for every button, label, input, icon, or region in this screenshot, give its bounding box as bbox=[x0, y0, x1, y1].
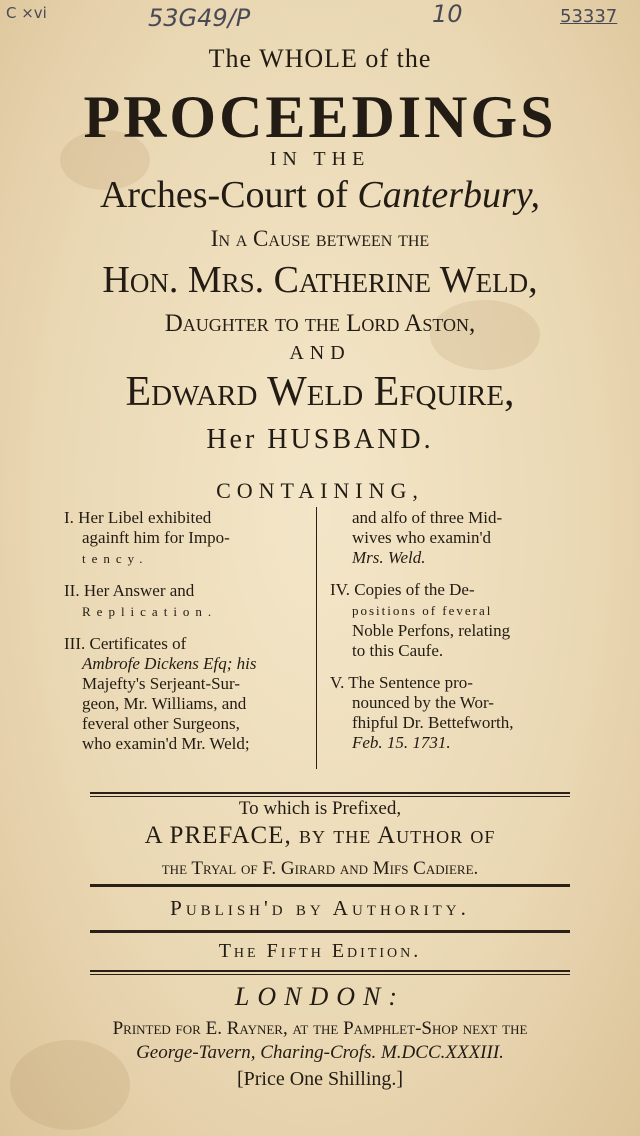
entry-number: V. bbox=[330, 673, 345, 692]
entry-line: Her Libel exhibited bbox=[78, 508, 212, 527]
contents-entry bbox=[64, 581, 304, 622]
party-one: Hon. Mrs. Catherine Weld, bbox=[102, 259, 538, 301]
rule-divider bbox=[90, 792, 570, 797]
contents-right bbox=[330, 508, 590, 765]
entry-line: Majefty's Serjeant-Sur- bbox=[82, 674, 241, 693]
entry-line: Mrs. Weld. bbox=[352, 548, 426, 567]
imprint-city: LONDON: bbox=[234, 982, 406, 1011]
entry-line: geon, Mr. Williams, and bbox=[82, 694, 247, 713]
published-line: Publish'd by Authority. bbox=[170, 896, 470, 920]
entry-line: Replication. bbox=[82, 604, 218, 619]
entry-number: IV. bbox=[330, 580, 350, 599]
preface-line: A PREFACE, by the Author of bbox=[144, 822, 496, 849]
handwritten-mark: C ×vi bbox=[6, 4, 47, 22]
handwritten-mark: 53337 bbox=[560, 6, 618, 27]
entry-line: Noble Perfons, relating bbox=[352, 621, 511, 640]
entry-line: Copies of the De- bbox=[354, 580, 475, 599]
entry-number: I. bbox=[64, 508, 74, 527]
entry-line: wives who examin'd bbox=[352, 528, 492, 547]
imprint-address: George-Tavern, Charing-Crofs. M.DCC.XXXIII. bbox=[136, 1042, 504, 1063]
cause-line: In a Cause between the bbox=[210, 226, 430, 251]
entry-line: to this Caufe. bbox=[352, 641, 444, 660]
main-title: PROCEEDINGS bbox=[83, 84, 557, 150]
handwritten-shelfmark: 53G49/P bbox=[148, 4, 251, 32]
court-line bbox=[0, 172, 640, 218]
column-divider bbox=[316, 507, 317, 769]
entry-line: againft him for Impo- bbox=[82, 528, 230, 547]
entry-line: and alfo of three Mid- bbox=[352, 508, 503, 527]
edition-line: The Fifth Edition. bbox=[218, 940, 422, 962]
entry-line: Ambrofe Dickens Efq; his bbox=[82, 654, 257, 673]
daughter-line: Daughter to the Lord Aston, bbox=[164, 310, 476, 337]
entry-number: III. bbox=[64, 634, 86, 653]
contents-left bbox=[64, 508, 304, 766]
entry-line: who examin'd Mr. Weld; bbox=[82, 734, 250, 753]
court-prefix: Arches-Court of bbox=[99, 174, 348, 216]
entry-line: Feb. 15. 1731. bbox=[352, 733, 451, 752]
in-the-line: IN THE bbox=[269, 148, 371, 170]
entry-line: Her Answer and bbox=[83, 581, 195, 600]
contents-entry bbox=[330, 673, 590, 753]
court-place: Canterbury, bbox=[357, 174, 541, 216]
entry-line: The Sentence pro- bbox=[348, 673, 473, 692]
imprint-printer: Printed for E. Rayner, at the Pamphlet-Shop next the bbox=[112, 1018, 528, 1039]
contents-entry bbox=[330, 508, 590, 568]
rule-divider bbox=[90, 930, 570, 933]
entry-line: Certificates of bbox=[89, 634, 187, 653]
contents-entry bbox=[330, 580, 590, 661]
entry-line: positions of feveral bbox=[352, 603, 493, 618]
tryal-line: the Tryal of F. Girard and Mifs Cadiere. bbox=[161, 858, 479, 879]
entry-line: tency. bbox=[82, 551, 149, 566]
contents-entry bbox=[64, 634, 304, 754]
entry-line: feveral other Surgeons, bbox=[82, 714, 240, 733]
and-line: AND bbox=[289, 342, 351, 364]
title-intro: The WHOLE of the bbox=[208, 44, 432, 73]
rule-divider bbox=[90, 970, 570, 975]
entry-line: nounced by the Wor- bbox=[352, 693, 494, 712]
party-two: Edward Weld Efquire, bbox=[125, 369, 515, 415]
entry-number: II. bbox=[64, 581, 80, 600]
handwritten-number: 10 bbox=[432, 0, 463, 28]
price-line: [Price One Shilling.] bbox=[236, 1068, 404, 1090]
rule-divider bbox=[90, 884, 570, 887]
husband-line: Her HUSBAND. bbox=[206, 424, 434, 455]
prefixed-line: To which is Prefixed, bbox=[238, 798, 402, 819]
containing-line: CONTAINING, bbox=[216, 478, 424, 503]
contents-entry bbox=[64, 508, 304, 569]
entry-line: fhipful Dr. Bettefworth, bbox=[352, 713, 514, 732]
